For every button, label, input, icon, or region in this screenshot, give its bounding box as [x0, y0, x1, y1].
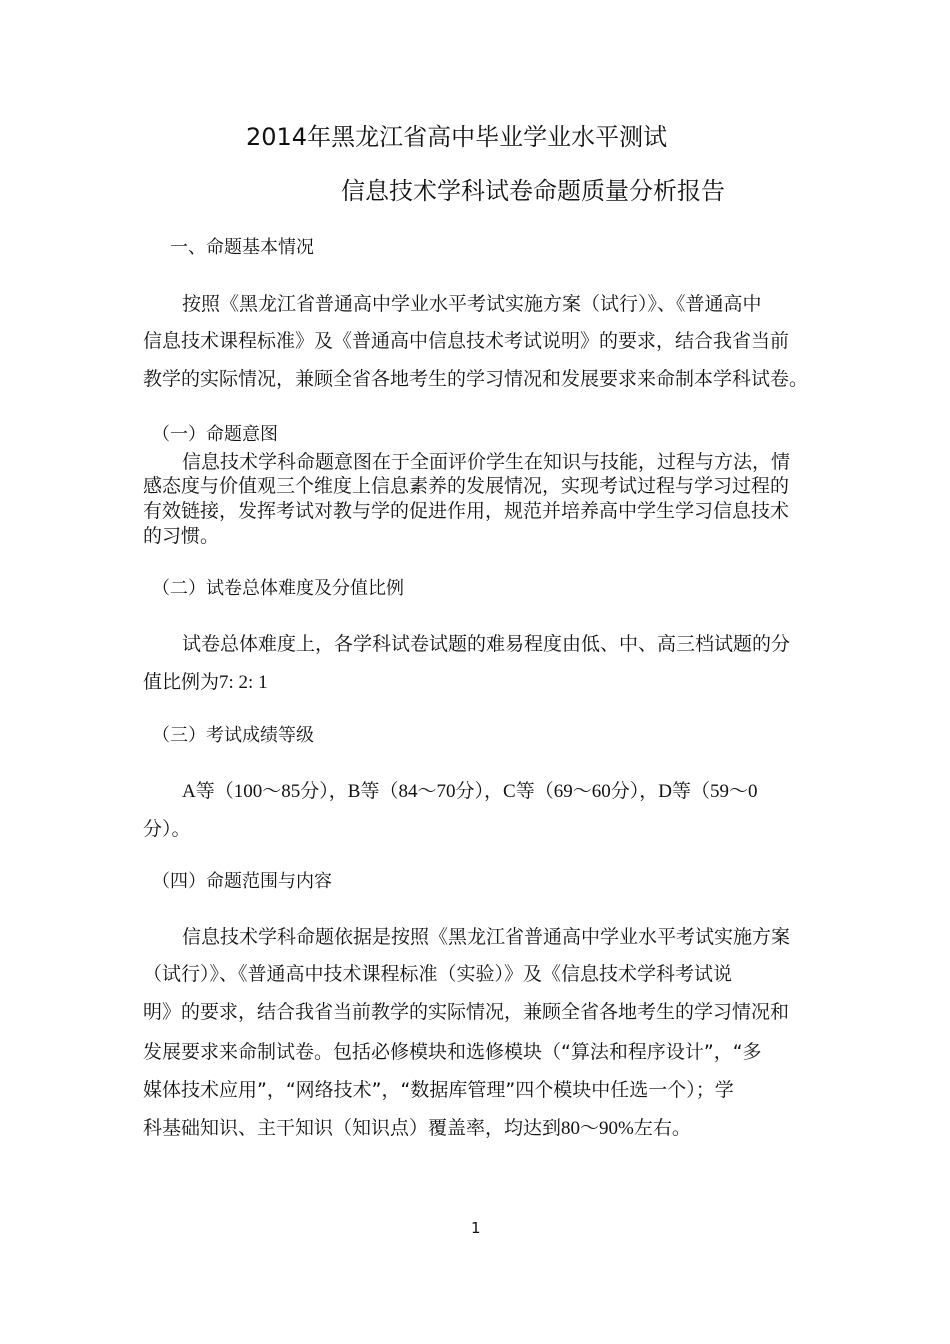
grade-range: （84～70分）	[379, 781, 484, 802]
page-number: 1	[471, 1219, 481, 1237]
paragraph-line: 明》的要求，结合我省当前教学的实际情况，兼顾全省各地考生的学习情况和	[143, 1001, 790, 1023]
coverage-value: 80～90%	[561, 1118, 634, 1139]
section-heading-basic: 一、命题基本情况	[170, 237, 314, 258]
grade-range: （59～0	[691, 781, 758, 802]
paragraph-line: （试行）》、《普通高中技术课程标准（实验）》及《信息技术学科考试说	[143, 963, 733, 985]
subsection-heading-difficulty: （二）试卷总体难度及分值比例	[152, 578, 404, 599]
paragraph-line: 教学的实际情况，兼顾全省各地考生的学习情况和发展要求来命制本学科试卷。	[143, 368, 809, 390]
paragraph-line: 分）。	[143, 818, 191, 840]
paragraph-line: 发展要求来命制试卷。包括必修模块和选修模块（“算法和程序设计”，“多	[143, 1041, 762, 1063]
ratio-label: 值比例为	[143, 671, 220, 693]
paragraph-line: 有效链接，发挥考试对教与学的促进作用，规范并培养高中学生学习信息技术	[143, 500, 790, 522]
grade-label: 等	[515, 780, 535, 802]
paragraph-line: 信息技术学科命题依据是按照《黑龙江省普通高中学业水平考试实施方案	[182, 926, 791, 948]
paragraph-line: 感态度与价值观三个维度上信息素养的发展情况，实现考试过程与学习过程的	[143, 475, 790, 497]
coverage-tail: 左右。	[633, 1117, 691, 1139]
subsection-heading-intent: （一）命题意图	[152, 424, 278, 445]
grade-letter: D	[658, 781, 672, 802]
grade-separator: ，	[484, 780, 504, 802]
grade-line	[182, 778, 758, 805]
paragraph-line: 按照《黑龙江省普通高中学业水平考试实施方案（试行）》、《普通高中	[182, 293, 762, 315]
paragraph-line: 媒体技术应用”，“网络技术”，“数据库管理”四个模块中任选一个）；学	[143, 1079, 734, 1101]
coverage-text: 科基础知识、主干知识（知识点）覆盖率，均达到	[143, 1117, 562, 1139]
grade-separator: ，	[328, 780, 348, 802]
grade-label: 等	[195, 780, 215, 802]
paragraph-line: 信息技术学科命题意图在于全面评价学生在知识与技能，过程与方法，情	[182, 451, 791, 473]
grade-letter: A	[182, 781, 196, 802]
grade-separator: ，	[639, 780, 659, 802]
title-line-2: 信息技术学科试卷命题质量分析报告	[341, 177, 725, 205]
grade-label: 等	[360, 780, 380, 802]
grade-range: （69～60分）	[534, 781, 640, 802]
grade-letter: B	[347, 781, 361, 802]
subsection-heading-grades: （三）考试成绩等级	[152, 725, 314, 746]
title-line-1: 2014年黑龙江省高中毕业学业水平测试	[246, 123, 668, 151]
paragraph-line: 信息技术课程标准》及《普通高中信息技术考试说明》的要求，结合我省当前	[143, 330, 790, 352]
paragraph-line: 试卷总体难度上，各学科试卷试题的难易程度由低、中、高三档试题的分	[182, 633, 791, 655]
ratio-value: 7: 2: 1	[219, 672, 268, 693]
grade-range: （100～85分）	[214, 781, 329, 802]
paragraph-line	[143, 669, 268, 696]
subsection-heading-scope: （四）命题范围与内容	[152, 871, 332, 892]
grade-letter: C	[503, 781, 516, 802]
paragraph-line	[143, 1115, 691, 1142]
paragraph-line: 的习惯。	[143, 525, 220, 547]
grade-label: 等	[671, 780, 691, 802]
